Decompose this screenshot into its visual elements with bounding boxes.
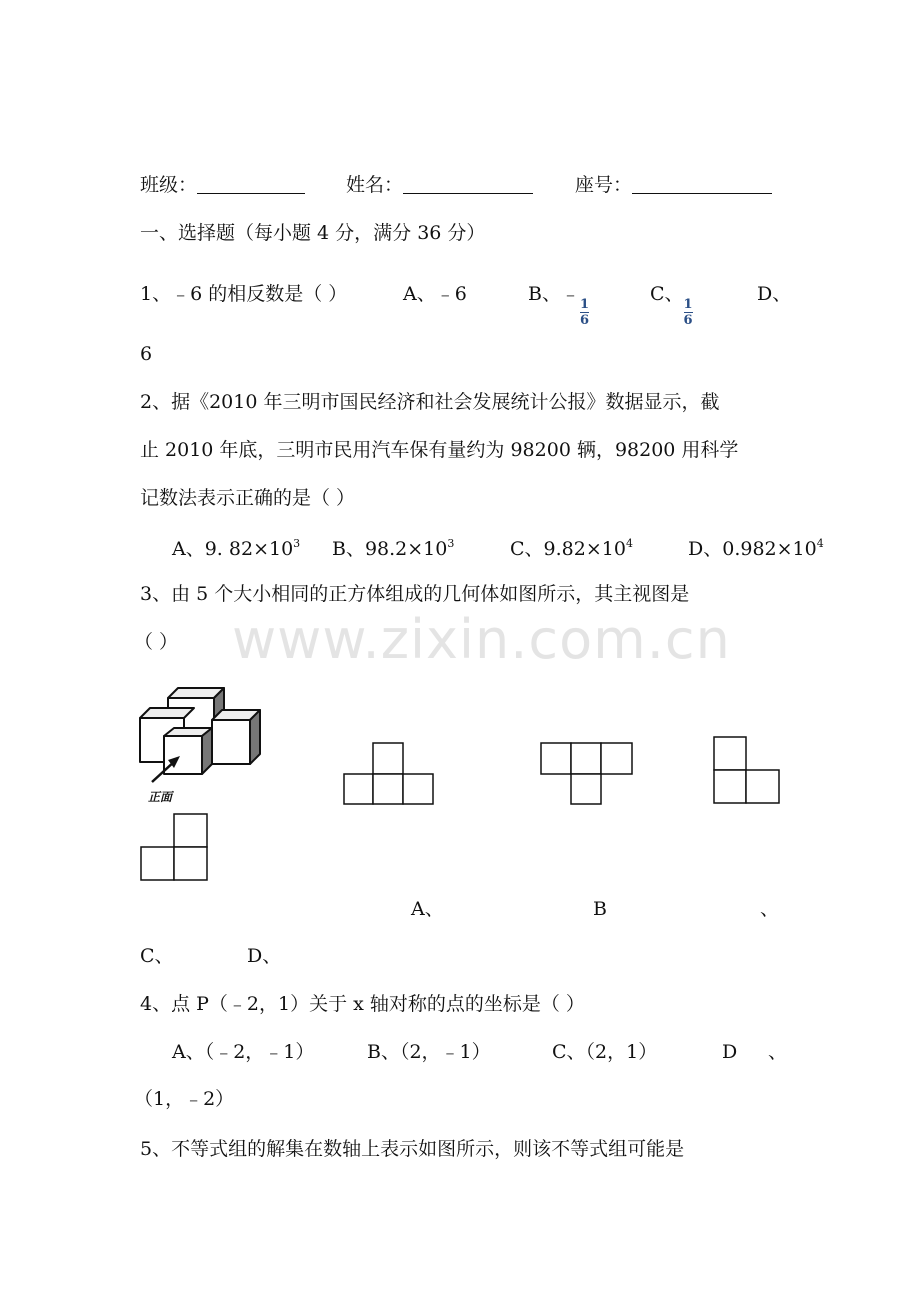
q1-fraction-b: $\frac{1}{6}$	[579, 297, 590, 328]
q4-option-a: A、（﹣2，﹣1）	[172, 1041, 315, 1063]
q1-fraction-c: $\frac{1}{6}$	[683, 297, 693, 328]
option-figure-c	[713, 736, 783, 806]
cube-figure	[138, 676, 268, 806]
class-label: 班级：	[140, 176, 305, 195]
q3-line2: （ ）	[134, 631, 179, 653]
option-figure-d	[140, 813, 210, 883]
q3-label-d: D、	[247, 945, 282, 967]
q2-option-a: A、9. $82\times 10^3$	[172, 537, 301, 560]
q3-label-c: C、	[140, 945, 174, 967]
q4-option-d-value: （1，﹣2）	[134, 1088, 235, 1110]
q2-line2: 止 2010 年底，三明市民用汽车保有量约为 98200 辆，98200 用科学	[140, 439, 739, 461]
option-figure-b	[540, 742, 634, 806]
q1-option-b: B、﹣ $\frac{1}{6}$	[528, 283, 590, 328]
q2-line1: 2、据《2010 年三明市国民经济和社会发展统计公报》数据显示，截	[140, 391, 720, 413]
q3-line1: 3、由 5 个大小相同的正方体组成的几何体如图所示，其主视图是	[140, 583, 690, 605]
q3-label-sep: 、	[760, 898, 780, 920]
watermark: www.zixin.com.cn	[232, 608, 731, 671]
q1-option-d: D、	[757, 283, 792, 305]
q2-line3: 记数法表示正确的是（ ）	[140, 487, 356, 509]
q2-option-d: D、$0.982\times 10^4$	[688, 537, 824, 560]
section-title: 一、选择题（每小题 4 分，满分 36 分）	[140, 222, 486, 244]
class-blank[interactable]	[197, 193, 305, 194]
q5-line1: 5、不等式组的解集在数轴上表示如图所示，则该不等式组可能是	[140, 1138, 685, 1160]
seat-blank[interactable]	[632, 193, 772, 194]
option-figure-a	[343, 742, 435, 806]
q2-option-b: B、$98.2\times 10^3$	[332, 537, 455, 560]
q3-label-a: A、	[411, 898, 444, 920]
q1-option-d-value: 6	[140, 343, 153, 365]
q3-label-b: B	[593, 898, 607, 920]
seat-label: 座号：	[575, 176, 772, 195]
q2-option-c: C、$9.82\times 10^4$	[510, 537, 633, 560]
q1-option-a: A、﹣6	[403, 283, 467, 305]
q4-option-b: B、（2，﹣1）	[367, 1041, 491, 1063]
q4-stem: 4、点 P（﹣2，1）关于 x 轴对称的点的坐标是（ ）	[140, 993, 585, 1015]
q1-stem: 1、﹣6 的相反数是（ ）	[140, 283, 348, 305]
q4-option-c: C、（2，1）	[552, 1041, 658, 1063]
q4-option-d: D	[722, 1041, 738, 1063]
name-label: 姓名：	[346, 176, 533, 195]
q4-option-d-sep: 、	[768, 1041, 788, 1063]
front-label: 正面	[148, 790, 173, 804]
name-blank[interactable]	[403, 193, 533, 194]
q1-option-c: C、 $\frac{1}{6}$	[650, 283, 693, 328]
